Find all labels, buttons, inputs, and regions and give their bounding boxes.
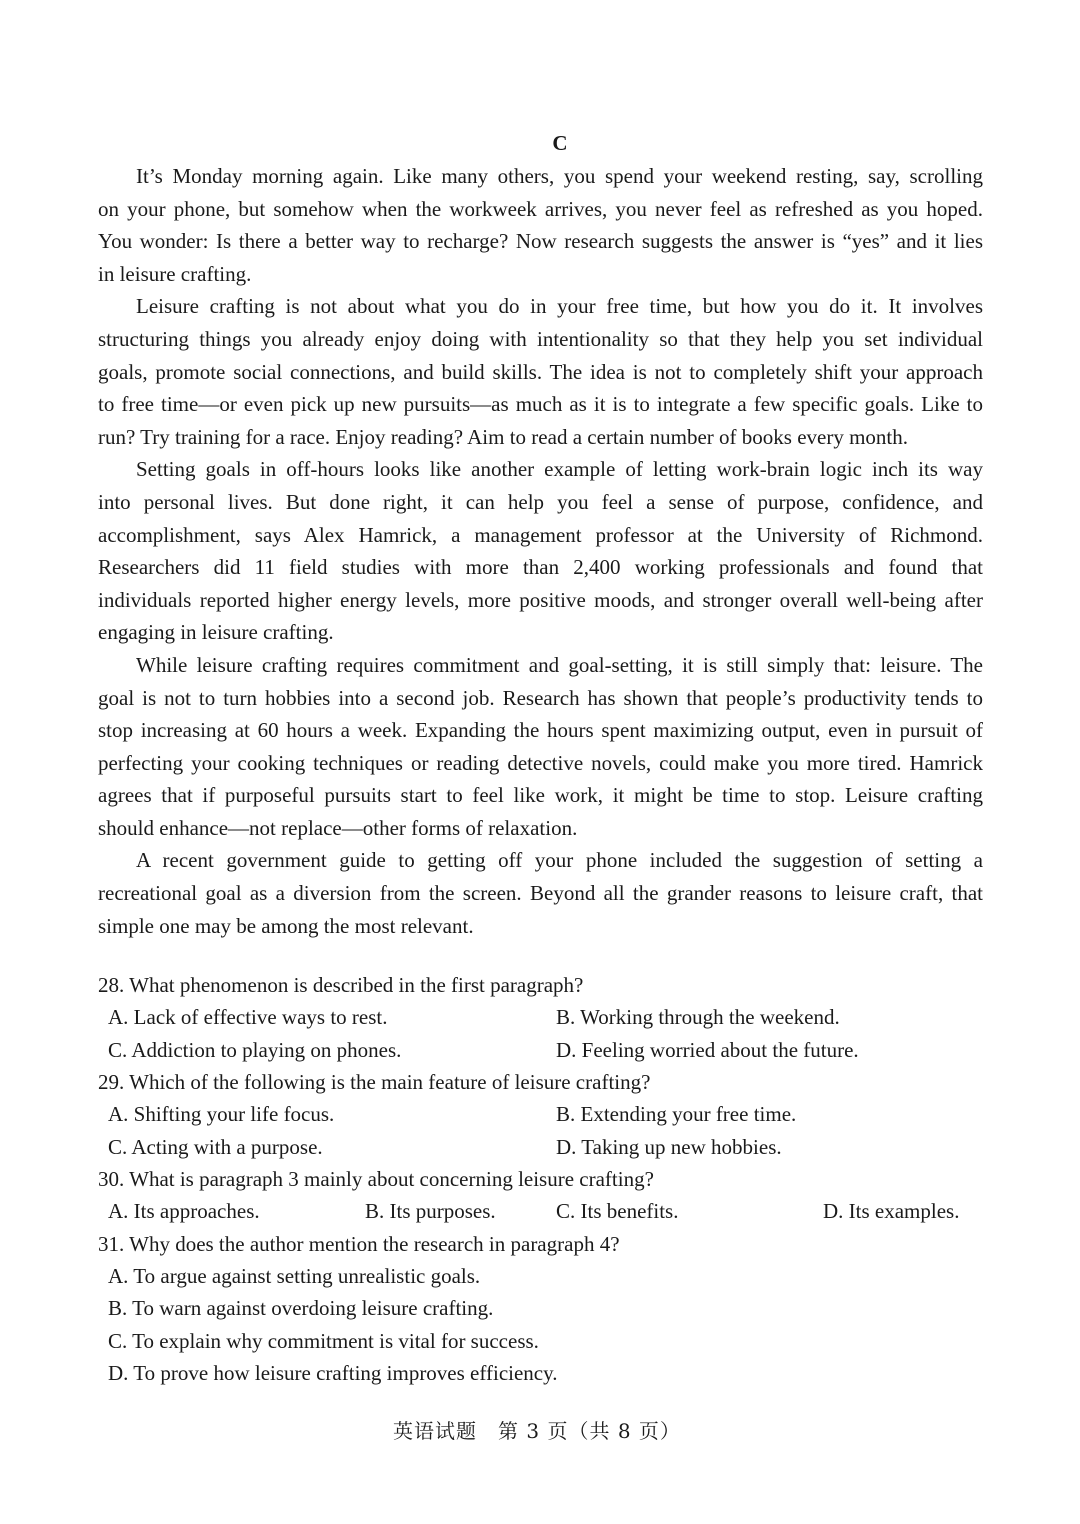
reading-passage bbox=[98, 160, 983, 942]
question bbox=[98, 969, 998, 1066]
option-row bbox=[98, 1001, 998, 1033]
page-footer: 英语试题 第 3 页（共 8 页） bbox=[393, 1419, 681, 1443]
paragraph-line: accomplishment, says Alex Hamrick, a management professor at the University of Richmond. bbox=[98, 522, 983, 547]
paragraph-line: Setting goals in off-hours looks like another example of letting work-brain logic inch its way bbox=[136, 457, 983, 482]
paragraph-line: to free time—or even pick up new pursuits—as much as it is to integrate a few specific goals. Like to bbox=[98, 392, 983, 417]
question bbox=[98, 1228, 998, 1390]
paragraph-line: engaging in leisure crafting. bbox=[98, 620, 334, 645]
paragraph-line: While leisure crafting requires commitment and goal-setting, it is still simply that: leisure. The bbox=[136, 652, 983, 677]
paragraph bbox=[98, 649, 983, 845]
paragraph-line: You wonder: Is there a better way to recharge? Now research suggests the answer is “yes” and it lies bbox=[98, 229, 983, 254]
answer-option-a: A. Lack of effective ways to rest. bbox=[108, 1005, 388, 1030]
paragraph-line: goal is not to turn hobbies into a second job. Research has shown that people’s productivity tends to bbox=[98, 685, 983, 710]
answer-option-d: D. Its examples. bbox=[823, 1199, 960, 1224]
answer-option-c: C. To explain why commitment is vital for success. bbox=[108, 1328, 539, 1353]
paragraph bbox=[98, 844, 983, 942]
paragraph-line: goals, promote social connections, and build skills. The idea is not to completely shift your approach bbox=[98, 359, 983, 384]
question-stem: 28. What phenomenon is described in the first paragraph? bbox=[98, 973, 584, 997]
option-row bbox=[98, 1260, 998, 1292]
option-row bbox=[98, 1131, 998, 1163]
option-row bbox=[98, 1357, 998, 1389]
paragraph-line: perfecting your cooking techniques or reading detective novels, could make you more tired. Hamrick bbox=[98, 750, 983, 775]
paragraph-line: Researchers did 11 field studies with more than 2,400 working professionals and found that bbox=[98, 555, 983, 580]
paragraph-line: into personal lives. But done right, it can help you feel a sense of purpose, confidence, and bbox=[98, 489, 983, 514]
paragraph-line: in leisure crafting. bbox=[98, 261, 252, 286]
answer-option-a: A. Shifting your life focus. bbox=[108, 1102, 335, 1127]
question-stem: 30. What is paragraph 3 mainly about concerning leisure crafting? bbox=[98, 1167, 654, 1192]
answer-option-d: D. Taking up new hobbies. bbox=[556, 1134, 782, 1159]
paragraph-line: stop increasing at 60 hours a week. Expanding the hours spent maximizing output, even in pursuit of bbox=[98, 718, 983, 743]
paragraph-line: should enhance—not replace—other forms of relaxation. bbox=[98, 815, 578, 840]
paragraph bbox=[98, 160, 983, 290]
paragraph bbox=[98, 290, 983, 453]
answer-option-b: B. Extending your free time. bbox=[556, 1102, 797, 1127]
answer-option-a: A. To argue against setting unrealistic goals. bbox=[108, 1264, 481, 1289]
paragraph-line: A recent government guide to getting off your phone included the suggestion of setting a bbox=[136, 848, 983, 873]
question bbox=[98, 1066, 998, 1163]
question bbox=[98, 1163, 998, 1228]
question-list bbox=[98, 969, 998, 1389]
section-title: C bbox=[552, 131, 568, 155]
paragraph-line: It’s Monday morning again. Like many others, you spend your weekend resting, say, scrolling bbox=[136, 164, 983, 188]
paragraph-line: on your phone, but somehow when the workweek arrives, you never feel as refreshed as you hoped. bbox=[98, 196, 983, 221]
answer-option-b: B. Working through the weekend. bbox=[556, 1005, 840, 1030]
paragraph-line: recreational goal as a diversion from the screen. Beyond all the grander reasons to leisure craft, that bbox=[98, 881, 983, 906]
option-row bbox=[98, 1325, 998, 1357]
answer-option-b: B. Its purposes. bbox=[365, 1199, 496, 1224]
paragraph-line: structuring things you already enjoy doing with intentionality so that they help you set individual bbox=[98, 326, 983, 351]
paragraph-line: simple one may be among the most relevant. bbox=[98, 913, 474, 938]
paragraph-line: individuals reported higher energy levels, more positive moods, and stronger overall well-being after bbox=[98, 587, 983, 612]
paragraph-line: run? Try training for a race. Enjoy reading? Aim to read a certain number of books every month. bbox=[98, 424, 909, 449]
option-row bbox=[98, 1195, 998, 1227]
option-row bbox=[98, 1292, 998, 1324]
answer-option-c: C. Acting with a purpose. bbox=[108, 1134, 323, 1159]
option-row bbox=[98, 1098, 998, 1130]
paragraph bbox=[98, 453, 983, 649]
question-stem: 31. Why does the author mention the research in paragraph 4? bbox=[98, 1231, 620, 1256]
answer-option-c: C. Addiction to playing on phones. bbox=[108, 1037, 402, 1062]
answer-option-d: D. Feeling worried about the future. bbox=[556, 1037, 859, 1062]
answer-option-a: A. Its approaches. bbox=[108, 1199, 260, 1224]
answer-option-c: C. Its benefits. bbox=[556, 1199, 679, 1224]
paragraph-line: Leisure crafting is not about what you do in your free time, but how you do it. It involves bbox=[136, 294, 983, 319]
answer-option-b: B. To warn against overdoing leisure crafting. bbox=[108, 1296, 494, 1321]
question-stem: 29. Which of the following is the main feature of leisure crafting? bbox=[98, 1070, 651, 1095]
answer-option-d: D. To prove how leisure crafting improves efficiency. bbox=[108, 1361, 558, 1386]
option-row bbox=[98, 1034, 998, 1066]
paragraph-line: agrees that if purposeful pursuits start to feel like work, it might be time to stop. Leisure crafting bbox=[98, 783, 983, 808]
